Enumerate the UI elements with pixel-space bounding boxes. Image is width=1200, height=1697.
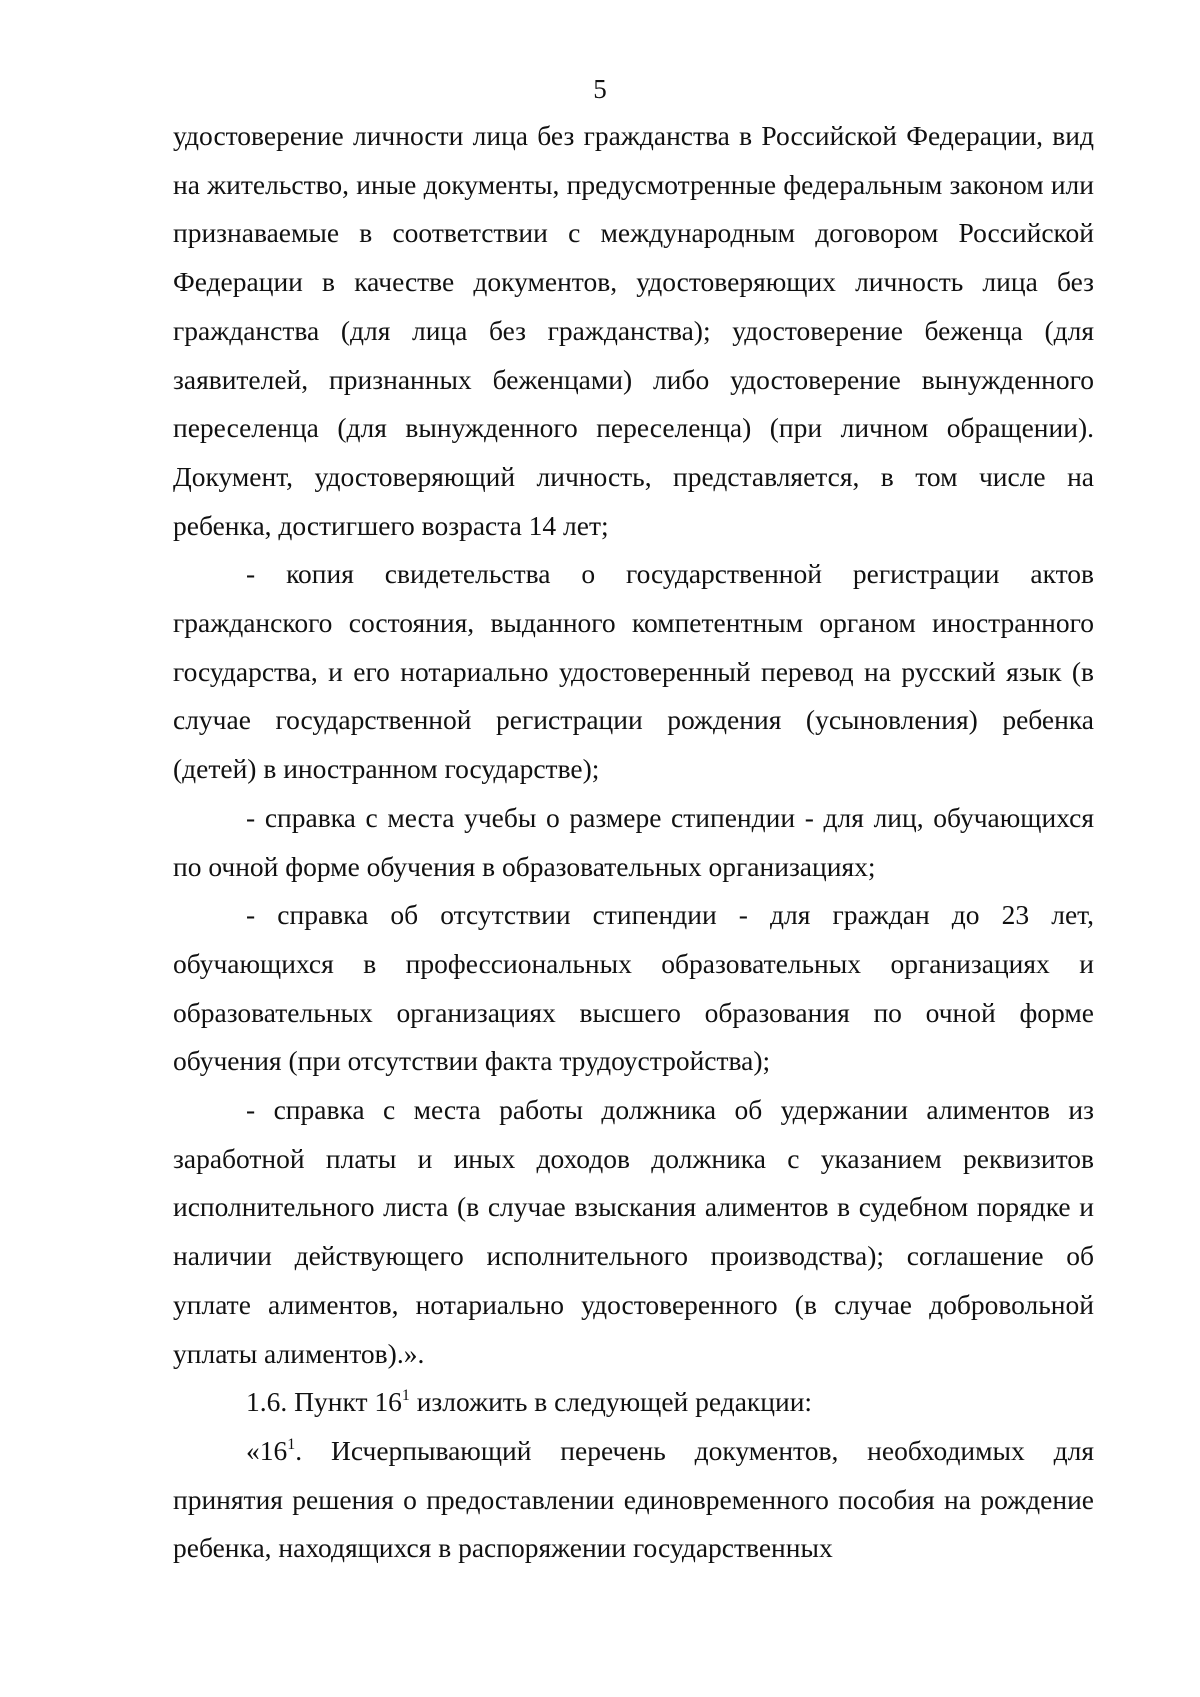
paragraph-alimony-certificate: - справка с места работы должника об удержании алиментов из заработной платы и иных доходов должника с указанием реквизитов исполнительного листа (в случае взыскания алиментов в судебном порядке и наличии действующего исполнительного производства); соглашение об уплате алиментов, нотариально удостоверенного (в случае добровольной уплаты алиментов).».	[173, 1094, 1094, 1369]
amendment-superscript: 1	[401, 1387, 410, 1405]
paragraph-scholarship-certificate: - справка с места учебы о размере стипендии - для лиц, обучающихся по очной форме обучения в образовательных организациях;	[173, 801, 1094, 882]
paragraph-amendment-1-6	[173, 1378, 1094, 1427]
paragraph-no-scholarship-certificate: - справка об отсутствии стипендии - для граждан до 23 лет, обучающихся в профессиональных образовательных организациях и образовательных организациях высшего образования по очной форме обучения (при отсутствии факта трудоустройства);	[173, 899, 1094, 1077]
quoted-superscript: 1	[287, 1435, 296, 1453]
page-number: 5	[593, 74, 607, 104]
paragraph-quoted-16-1	[173, 1427, 1094, 1573]
paragraph-identity-documents: удостоверение личности лица без гражданства в Российской Федерации, вид на жительство, иные документы, предусмотренные федеральным законом или признаваемые в соответствии с международным договором Российской Федерации в качестве документов, удостоверяющих личность лица без гражданства (для лица без гражданства); удостоверение беженца (для заявителей, признанных беженцами) либо удостоверение вынужденного переселенца (для вынужденного переселенца) (при личном обращении). Документ, удостоверяющий личность, представляется, в том числе на ребенка, достигшего возраста 14 лет;	[173, 120, 1094, 541]
paragraph-birth-certificate-copy: - копия свидетельства о государственной регистрации актов гражданского состояния, выданного компетентным органом иностранного государства, и его нотариально удостоверенный перевод на русский язык (в случае государственной регистрации рождения (усыновления) ребенка (детей) в иностранном государстве);	[173, 558, 1094, 785]
document-body	[173, 112, 1094, 1573]
amendment-text-end: изложить в следующей редакции:	[409, 1386, 813, 1418]
amendment-text-start: 1.6. Пункт 16	[246, 1386, 402, 1418]
quoted-text-end: . Исчерпывающий перечень документов, необходимых для принятия решения о предоставлении единовременного пособия на рождение ребенка, находящихся в распоряжении государственных	[173, 1434, 1094, 1564]
quoted-text-start: «16	[246, 1434, 288, 1466]
